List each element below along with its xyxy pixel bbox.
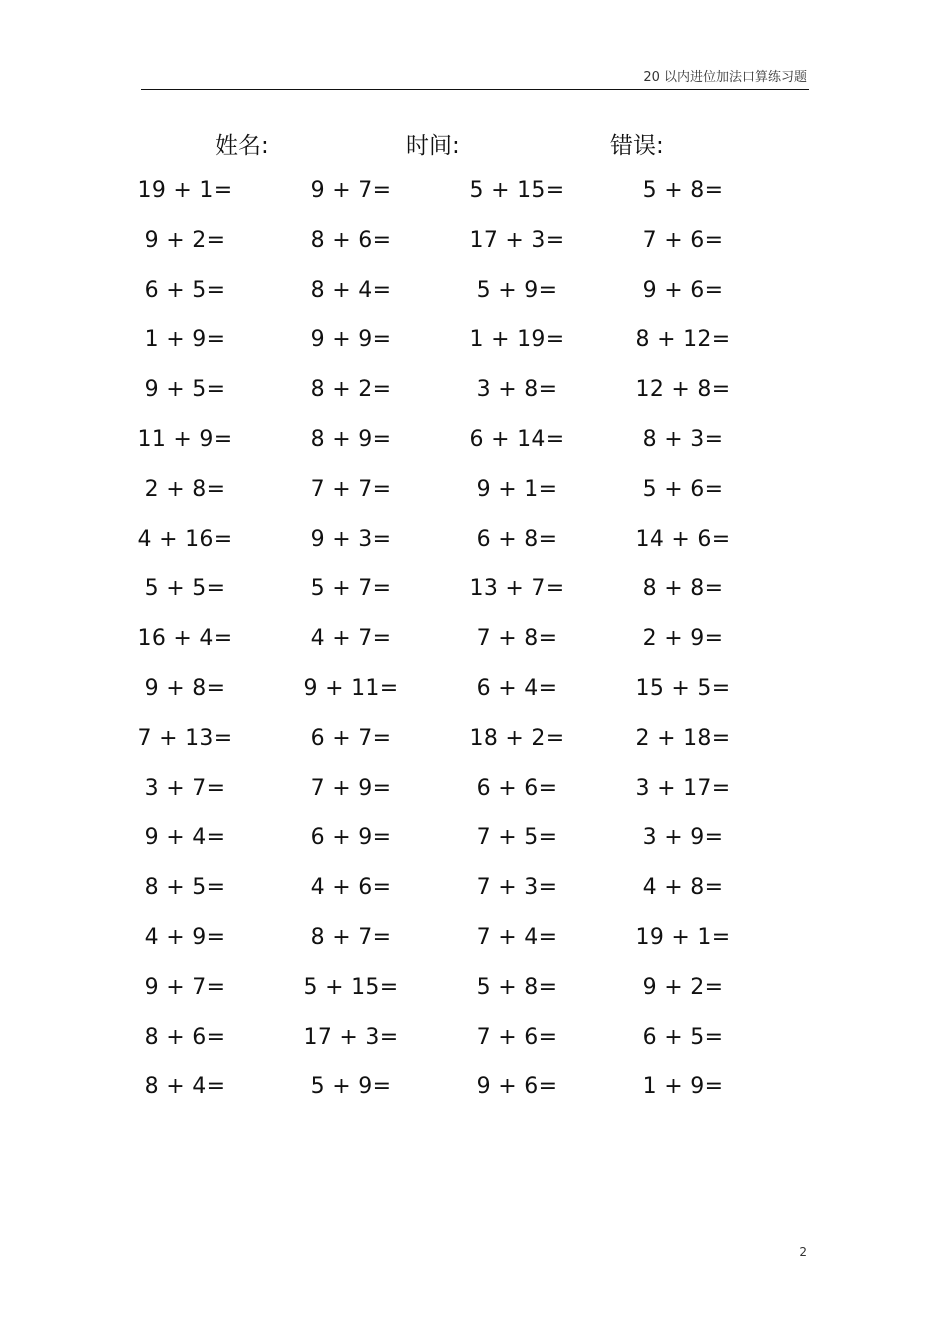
problem-item: 19 + 1= [137,178,233,203]
problem-item: 6 + 5= [642,1024,724,1050]
problem-item: 6 + 6= [476,775,558,801]
problem-item: 4 + 16= [137,526,233,552]
problem-item: 7 + 7= [310,476,392,502]
problem-item: 7 + 6= [642,227,724,253]
problem-item: 4 + 8= [642,875,724,901]
problem-item: 2 + 18= [635,725,731,751]
problem-item: 7 + 9= [310,775,392,801]
problem-item: 6 + 14= [469,427,565,452]
problem-item: 7 + 6= [476,1024,558,1050]
problem-item: 1 + 19= [469,327,565,353]
problem-item: 8 + 3= [642,427,724,452]
problem-item: 8 + 8= [642,576,724,602]
problem-item: 5 + 5= [144,576,226,602]
problem-item: 9 + 2= [144,227,226,253]
time-label: 时间: [406,133,460,159]
problem-item: 6 + 8= [476,526,558,552]
problem-item: 3 + 8= [476,377,558,403]
problem-item: 8 + 12= [635,327,731,353]
problem-item: 15 + 5= [635,676,731,701]
problem-item: 6 + 9= [310,825,392,851]
problem-item: 19 + 1= [635,925,731,950]
problem-item: 17 + 3= [469,227,565,253]
problem-item: 13 + 7= [469,576,565,602]
problem-item: 8 + 4= [310,277,392,303]
problem-item: 9 + 5= [144,377,226,403]
problem-item: 5 + 7= [310,576,392,602]
problem-item: 1 + 9= [642,1074,724,1100]
problem-item: 9 + 7= [310,178,392,203]
problem-item: 17 + 3= [303,1024,399,1050]
problem-item: 3 + 7= [144,775,226,801]
problem-item: 6 + 7= [310,725,392,751]
problem-item: 4 + 7= [310,626,392,652]
problem-item: 8 + 5= [144,875,226,901]
problem-item: 5 + 15= [303,974,399,1000]
problem-item: 6 + 4= [476,676,558,701]
problem-item: 5 + 8= [476,974,558,1000]
problem-item: 11 + 9= [137,427,233,452]
problem-item: 2 + 9= [642,626,724,652]
problem-item: 4 + 6= [310,875,392,901]
problem-item: 5 + 9= [476,277,558,303]
problem-item: 14 + 6= [635,526,731,552]
problem-item: 2 + 8= [144,476,226,502]
problem-item: 5 + 15= [469,178,565,203]
problem-item: 9 + 2= [642,974,724,1000]
problem-item: 12 + 8= [635,377,731,403]
problem-item: 7 + 3= [476,875,558,901]
problem-item: 1 + 9= [144,327,226,353]
problem-item: 3 + 17= [635,775,731,801]
problem-item: 18 + 2= [469,725,565,751]
problem-item: 4 + 9= [144,925,226,950]
problem-item: 9 + 11= [303,676,399,701]
problem-item: 7 + 13= [137,725,233,751]
problem-item: 8 + 6= [144,1024,226,1050]
problem-item: 9 + 4= [144,825,226,851]
problem-item: 7 + 8= [476,626,558,652]
problem-item: 9 + 3= [310,526,392,552]
problem-item: 5 + 6= [642,476,724,502]
problem-item: 8 + 4= [144,1074,226,1100]
problem-item: 8 + 2= [310,377,392,403]
problem-item: 3 + 9= [642,825,724,851]
problem-item: 9 + 9= [310,327,392,353]
problem-item: 6 + 5= [144,277,226,303]
problem-item: 8 + 7= [310,925,392,950]
problem-item: 9 + 7= [144,974,226,1000]
problem-item: 7 + 4= [476,925,558,950]
problem-item: 9 + 6= [642,277,724,303]
problem-item: 9 + 1= [476,476,558,502]
problem-item: 9 + 6= [476,1074,558,1100]
name-label: 姓名: [215,133,269,159]
problem-item: 8 + 6= [310,227,392,253]
problem-item: 8 + 9= [310,427,392,452]
problem-item: 7 + 5= [476,825,558,851]
problem-item: 16 + 4= [137,626,233,652]
problem-item: 9 + 8= [144,676,226,701]
problem-item: 5 + 9= [310,1074,392,1100]
problem-item: 5 + 8= [642,178,724,203]
header-title: 20 以内进位加法口算练习题 [643,70,807,85]
page-number: 2 [799,1245,807,1259]
errors-label: 错误: [610,133,664,159]
